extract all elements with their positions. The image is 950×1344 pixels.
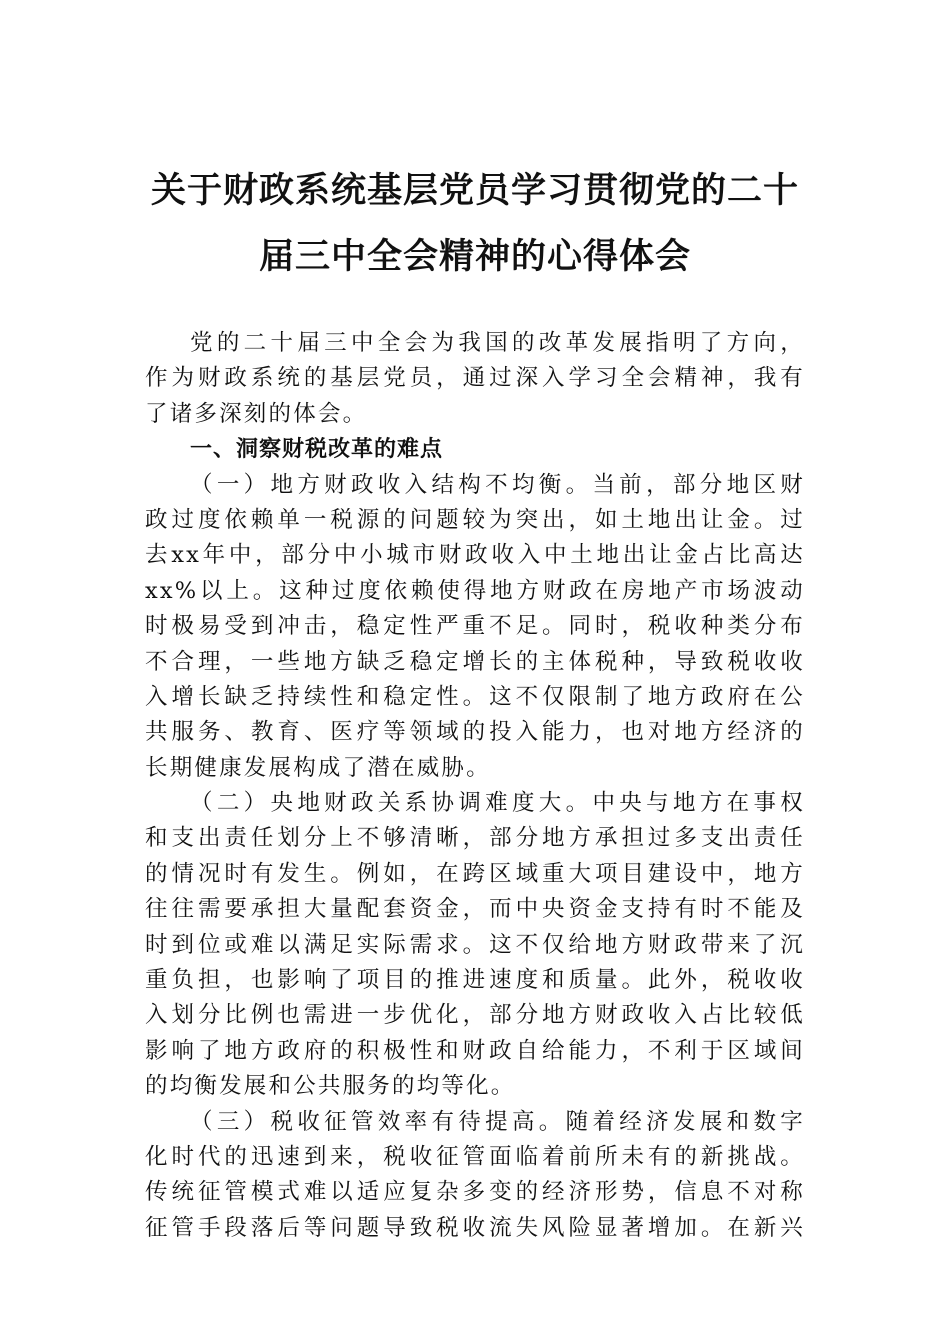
paragraph-line: 共服务、教育、医疗等领域的投入能力，也对地方经济的 [145,719,805,746]
paragraph-line: 入划分比例也需进一步优化，部分地方财政收入占比较低 [145,1002,805,1029]
paragraph-line: 往往需要承担大量配套资金，而中央资金支持有时不能及 [145,896,805,923]
paragraph-line: 入增长缺乏持续性和稳定性。这不仅限制了地方政府在公 [145,683,805,710]
paragraph-line: 传统征管模式难以适应复杂多变的经济形势，信息不对称 [145,1179,805,1206]
paragraph-line: 征管手段落后等问题导致税收流失风险显著增加。在新兴 [145,1214,805,1241]
paragraph-line: 和支出责任划分上不够清晰，部分地方承担过多支出责任 [145,825,805,852]
paragraph-line: 重负担，也影响了项目的推进速度和质量。此外，税收收 [145,967,805,994]
intro-line: 党的二十届三中全会为我国的改革发展指明了方向， [190,330,805,356]
intro-line: 作为财政系统的基层党员，通过深入学习全会精神，我有 [145,365,805,392]
paragraph-line: 的情况时有发生。例如，在跨区域重大项目建设中，地方 [145,860,805,887]
paragraph-line: 的均衡发展和公共服务的均等化。 [145,1073,516,1100]
section-heading: 一、洞察财税改革的难点 [190,437,444,463]
paragraph-line: 时极易受到冲击，稳定性严重不足。同时，税收种类分布 [145,613,805,640]
paragraph-line: 长期健康发展构成了潜在威胁。 [145,754,491,781]
paragraph-line: 不合理，一些地方缺乏稳定增长的主体税种，导致税收收 [145,648,805,675]
paragraph-line: 化时代的迅速到来，税收征管面临着前所未有的新挑战。 [145,1143,805,1170]
intro-line: 了诸多深刻的体会。 [145,400,368,427]
paragraph-line: （二）央地财政关系协调难度大。中央与地方在事权 [190,790,805,817]
document-body [145,326,805,1246]
paragraph-line: 影响了地方政府的积极性和财政自给能力，不利于区域间 [145,1037,805,1064]
paragraph-line: 时到位或难以满足实际需求。这不仅给地方财政带来了沉 [145,931,805,958]
paragraph-line: 政过度依赖单一税源的问题较为突出，如土地出让金。过 [145,506,805,533]
document-title-line-2: 届三中全会精神的心得体会 [258,236,691,277]
paragraph-line: xx%以上。这种过度依赖使得地方财政在房地产市场波动 [145,577,805,604]
paragraph-line: 去xx年中，部分中小城市财政收入中土地出让金占比高达 [145,542,805,569]
document-title-line-1: 关于财政系统基层党员学习贯彻党的二十 [150,170,799,211]
paragraph-line: （三）税收征管效率有待提高。随着经济发展和数字 [190,1108,805,1135]
paragraph-line: （一）地方财政收入结构不均衡。当前，部分地区财 [190,471,805,498]
